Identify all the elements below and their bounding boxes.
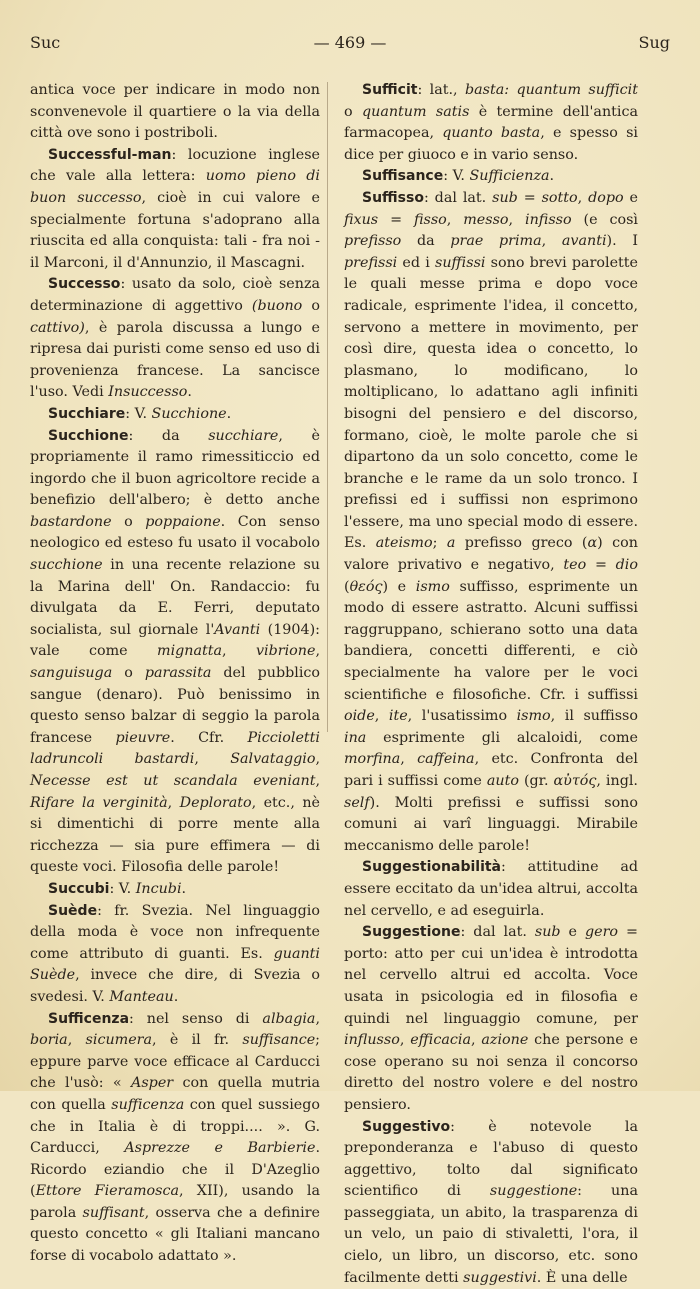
italic-text: fisso bbox=[414, 212, 447, 228]
entry-text: prefisso greco ( bbox=[455, 535, 587, 551]
entry-headword: Suggestione bbox=[362, 924, 461, 940]
italic-text: mignatta bbox=[157, 643, 222, 659]
italic-text: Insuccesso bbox=[108, 384, 187, 400]
entry-text: , ingl. bbox=[596, 773, 638, 789]
entry-text: ) e bbox=[382, 579, 415, 595]
entry-text: , bbox=[194, 751, 230, 767]
dictionary-entry bbox=[30, 274, 320, 404]
italic-text: prefissi bbox=[344, 255, 397, 271]
italic-text: Rifare la verginità bbox=[30, 795, 168, 811]
italic-text: quanto basta bbox=[442, 125, 540, 141]
italic-text: dio bbox=[616, 557, 638, 573]
italic-text: (buono bbox=[252, 298, 302, 314]
entry-text: : nel senso di bbox=[129, 1011, 262, 1027]
entry-text: . Ricordo eziandio che il D'Azeglio ( bbox=[30, 1140, 320, 1199]
entry-text: o bbox=[112, 514, 146, 530]
italic-text: caffeina bbox=[417, 751, 474, 767]
italic-text: dopo bbox=[588, 190, 624, 206]
entry-text: o bbox=[302, 298, 320, 314]
entry-text: , bbox=[168, 795, 180, 811]
dictionary-entry bbox=[344, 80, 638, 166]
dictionary-entry bbox=[344, 166, 638, 188]
entry-text: , il suffisso bbox=[551, 708, 638, 724]
entry-text: e bbox=[624, 190, 638, 206]
italic-text: Asper bbox=[131, 1075, 173, 1091]
italic-text: Necesse est ut scandala eveniant bbox=[30, 773, 315, 789]
entry-text: : da bbox=[129, 428, 209, 444]
italic-text: suggestione bbox=[490, 1183, 577, 1199]
entry-text: = bbox=[586, 557, 615, 573]
italic-text: efficacia bbox=[410, 1032, 471, 1048]
italic-text: basta: quantum sufficit bbox=[465, 82, 638, 98]
entry-headword: Suède bbox=[48, 903, 97, 919]
italic-text: prefisso bbox=[344, 233, 401, 249]
entry-text: ). Molti prefissi e suffissi sono comuni ai varî linguaggi. Mirabile meccanismo delle parole! bbox=[344, 795, 638, 854]
entry-text: , invece che dire, di Svezia o svedesi. V. bbox=[30, 967, 320, 1005]
left-column bbox=[30, 80, 320, 1268]
entry-text: (e così bbox=[572, 212, 638, 228]
entry-text: ) con valore privativo e negativo, bbox=[344, 535, 638, 573]
entry-text: suffisso, esprimente un modo di essere astratto. Alcuni suffissi raggruppano, schierano sotto una data bandiera, concetti differenti, e ciò specialmente ha valore per le voci scientifiche e filosofiche. Cfr. i suffissi bbox=[344, 579, 638, 703]
page-number: — 469 — bbox=[30, 30, 670, 56]
entry-text: , è parola discussa a lungo e ripresa dai puristi come senso ed uso di provenienza francese. La sancisce l'uso. Vedi bbox=[30, 320, 320, 401]
dictionary-entry bbox=[344, 922, 638, 1116]
entry-text: sono brevi parolette le quali messe prima e dopo voce radicale, esprimente l'idea, il concetto, servono a mettere in movimento, per così dire, questa idea o concetto, lo plasmano, lo modificano, lo moltiplicano, lo adattano agli infiniti bisogni del pensiero e del discorso, formano, cioè, le molte parole che si dipartono da un solo concetto, come le branche e le rame da un solo tronco. I prefissi ed i suffissi non esprimono l'essere, ma uno special modo di essere. Es. bbox=[344, 255, 638, 552]
italic-text: sufficenza bbox=[111, 1097, 184, 1113]
italic-text: gero bbox=[585, 924, 618, 940]
italic-text: sanguisuga bbox=[30, 665, 112, 681]
italic-text: messo bbox=[463, 212, 508, 228]
entry-text: , bbox=[375, 708, 389, 724]
entry-text: , bbox=[315, 1011, 320, 1027]
entry-text: ; bbox=[433, 535, 447, 551]
entry-text: . È una delle bbox=[537, 1270, 628, 1286]
entry-text: : V. bbox=[125, 406, 151, 422]
italic-text: Manteau bbox=[109, 989, 173, 1005]
italic-text: succhione bbox=[30, 557, 103, 573]
italic-text: ateismo bbox=[376, 535, 433, 551]
entry-text: , bbox=[315, 643, 320, 659]
entry-text: . bbox=[550, 168, 555, 184]
italic-text: sicumera bbox=[86, 1032, 153, 1048]
italic-text: sotto bbox=[542, 190, 578, 206]
entry-text: o bbox=[112, 665, 145, 681]
entry-headword: Suffisance bbox=[362, 168, 443, 184]
dictionary-entry bbox=[344, 1117, 638, 1289]
entry-text: = bbox=[378, 212, 414, 228]
entry-text: , l'usatissimo bbox=[408, 708, 517, 724]
italic-text: oide bbox=[344, 708, 375, 724]
italic-text: suffissi bbox=[435, 255, 486, 271]
entry-headword: Successful-man bbox=[48, 147, 171, 163]
dictionary-entry bbox=[30, 404, 320, 426]
entry-text: del pubblico sangue (denaro). Può benissimo in questo senso balzar di seggio la parola francese bbox=[30, 665, 320, 746]
italic-text: Ettore Fieramosca bbox=[36, 1183, 179, 1199]
italic-text: suggestivi bbox=[463, 1270, 537, 1286]
dictionary-entry bbox=[30, 901, 320, 1009]
entry-headword: Suffisso bbox=[362, 190, 424, 206]
column-divider bbox=[327, 82, 328, 732]
entry-text: , bbox=[509, 212, 525, 228]
entry-text: : V. bbox=[443, 168, 469, 184]
dictionary-entry bbox=[344, 857, 638, 922]
entry-text: , bbox=[400, 751, 417, 767]
italic-text: infisso bbox=[525, 212, 572, 228]
italic-text: azione bbox=[481, 1032, 528, 1048]
entry-text: , bbox=[400, 1032, 410, 1048]
dictionary-entry bbox=[30, 145, 320, 275]
entry-text: antica voce per indicare in modo non sconvenevole il quartiere o la via della città ove sono i postriboli. bbox=[30, 82, 320, 141]
entry-text: , cioè in cui valore e specialmente fortuna s'adoprano alla riuscita ed alla conquista: tali - fra noi - il Marconi, il d'Annunzio, il Mascagni. bbox=[30, 190, 320, 271]
entry-text: , bbox=[68, 1032, 86, 1048]
dictionary-entry bbox=[30, 426, 320, 879]
italic-text: suffisance bbox=[242, 1032, 315, 1048]
entry-text: , è propriamente il ramo rimessiticcio ed ingordo che il buon agricoltore recide a benefizio dell'albero; è detto anche bbox=[30, 428, 320, 509]
entry-text: da bbox=[401, 233, 450, 249]
entry-text: = bbox=[518, 190, 542, 206]
italic-text: self bbox=[344, 795, 370, 811]
italic-text: ina bbox=[344, 730, 366, 746]
italic-text: avanti bbox=[562, 233, 607, 249]
header-right-guideword: Sug bbox=[638, 30, 670, 56]
italic-text: Piccioletti ladruncoli bastardi bbox=[30, 730, 320, 768]
entry-text: (1904): vale come bbox=[30, 622, 320, 660]
entry-text: . Cfr. bbox=[170, 730, 247, 746]
italic-text: α bbox=[588, 535, 598, 551]
dictionary-entry bbox=[30, 80, 320, 145]
italic-text: sub bbox=[492, 190, 518, 206]
entry-headword: Sufficit bbox=[362, 82, 417, 98]
italic-text: poppaione bbox=[145, 514, 220, 530]
italic-text: albagia bbox=[262, 1011, 315, 1027]
italic-text: parassita bbox=[145, 665, 212, 681]
entry-headword: Succubi bbox=[48, 881, 109, 897]
italic-text: Sufficienza bbox=[470, 168, 550, 184]
entry-text: , etc. Confronta del pari i suffissi come bbox=[344, 751, 638, 789]
entry-text: ). I bbox=[607, 233, 638, 249]
entry-text: , bbox=[471, 1032, 481, 1048]
italic-text: morfina bbox=[344, 751, 400, 767]
italic-text: prae prima bbox=[450, 233, 541, 249]
entry-text: : lat., bbox=[417, 82, 465, 98]
italic-text: ite bbox=[389, 708, 408, 724]
entry-text: ( bbox=[344, 579, 350, 595]
dictionary-entry bbox=[30, 879, 320, 901]
entry-text: : è notevole la preponderanza e l'abuso di questo aggettivo, tolto dal significato scientifico di bbox=[344, 1119, 638, 1200]
italic-text: vibrione bbox=[256, 643, 315, 659]
entry-text: . bbox=[227, 406, 232, 422]
entry-text: . bbox=[187, 384, 192, 400]
entry-text: = porto: atto per cui un'idea è introdotta nel cervello altrui ed accolta. Voce usata in psicologia ed in filosofia e quindi nel linguaggio comune, per bbox=[344, 924, 638, 1026]
italic-text: Succhione bbox=[152, 406, 227, 422]
italic-text: Avanti bbox=[214, 622, 260, 638]
entry-headword: Suggestivo bbox=[362, 1119, 450, 1135]
header-left-guideword: Suc bbox=[30, 30, 60, 56]
entry-text: , bbox=[315, 773, 320, 789]
entry-text: . bbox=[182, 881, 187, 897]
entry-text: e bbox=[561, 924, 585, 940]
entry-text: : V. bbox=[109, 881, 135, 897]
running-header bbox=[30, 30, 670, 56]
italic-text: succhiare bbox=[208, 428, 278, 444]
entry-text: . Con senso neologico ed esteso fu usato il vocabolo bbox=[30, 514, 320, 552]
entry-headword: Sufficenza bbox=[48, 1011, 129, 1027]
entry-text: che persone e cose operano su noi senza il concorso diretto del nostro volere e del nostro pensiero. bbox=[344, 1032, 638, 1113]
entry-text: : locuzione inglese che vale alla lettera: bbox=[30, 147, 320, 185]
italic-text: a bbox=[447, 535, 456, 551]
italic-text: bastardone bbox=[30, 514, 112, 530]
entry-text: , bbox=[315, 751, 320, 767]
italic-text: cattivo) bbox=[30, 320, 85, 336]
entry-headword: Succhione bbox=[48, 428, 129, 444]
entry-text: , e spesso si dice per giuoco e in vario senso. bbox=[344, 125, 638, 163]
italic-text: auto bbox=[487, 773, 519, 789]
entry-text: , bbox=[578, 190, 588, 206]
entry-text: : dal lat. bbox=[461, 924, 535, 940]
entry-text: , etc., nè si dimentichi di porre mente alla ricchezza — sia pure effimera — di queste voci. Filosofia delle parole! bbox=[30, 795, 320, 876]
italic-text: fixus bbox=[344, 212, 378, 228]
entry-text: esprimente gli alcaloidi, come bbox=[366, 730, 638, 746]
italic-text: ismo bbox=[517, 708, 551, 724]
entry-text: è termine dell'antica farmacopea, bbox=[344, 104, 638, 142]
entry-text: , è il fr. bbox=[152, 1032, 242, 1048]
entry-text: , bbox=[222, 643, 256, 659]
italic-text: uomo pieno di buon successo bbox=[30, 168, 320, 206]
entry-text: , osserva che a definire questo concetto « gli Italiani mancano forse di vocabolo adattato ». bbox=[30, 1205, 320, 1264]
entry-headword: Succhiare bbox=[48, 406, 125, 422]
entry-text: con quella mutria con quella bbox=[30, 1075, 320, 1113]
italic-text: Incubi bbox=[136, 881, 182, 897]
entry-text: , XII), usando la parola bbox=[30, 1183, 320, 1221]
italic-text: Salvataggio bbox=[230, 751, 315, 767]
entry-text: in una recente relazione su la Marina dell' On. Randaccio: fu divulgata da E. Ferri, deputato socialista, sul giornale l' bbox=[30, 557, 320, 638]
entry-text: con quel sussiego che in Italia è di troppi.... ». G. Carducci, bbox=[30, 1097, 320, 1156]
italic-text: influsso bbox=[344, 1032, 400, 1048]
dictionary-entry bbox=[344, 188, 638, 857]
entry-text: : dal lat. bbox=[424, 190, 492, 206]
entry-text: ; eppure parve voce efficace al Carducci che l'usò: « bbox=[30, 1032, 320, 1091]
right-column bbox=[344, 80, 638, 1289]
italic-text: θεός bbox=[350, 579, 383, 595]
italic-text: sub bbox=[535, 924, 561, 940]
entry-headword: Suggestionabilità bbox=[362, 859, 501, 875]
entry-text: : usato da solo, cioè senza determinazione di aggettivo bbox=[30, 276, 320, 314]
italic-text: αὐτός bbox=[554, 773, 597, 789]
italic-text: ismo bbox=[416, 579, 450, 595]
italic-text: pieuvre bbox=[115, 730, 170, 746]
italic-text: quantum satis bbox=[362, 104, 469, 120]
entry-text: , bbox=[447, 212, 463, 228]
italic-text: Deplorato bbox=[180, 795, 252, 811]
entry-text: : fr. Svezia. Nel linguaggio della moda è voce non infrequente come attributo di guanti. Es. bbox=[30, 903, 320, 962]
italic-text: teo bbox=[563, 557, 586, 573]
entry-text: : una passeggiata, un abito, la trasparenza di un velo, un paio di stivaletti, l'ora, il cielo, un libro, un discorso, etc. sono facilmente detti bbox=[344, 1183, 638, 1285]
italic-text: guanti Suède bbox=[30, 946, 320, 984]
italic-text: suffisant bbox=[83, 1205, 145, 1221]
entry-headword: Successo bbox=[48, 276, 120, 292]
entry-text: o bbox=[344, 104, 362, 120]
entry-text: (gr. bbox=[519, 773, 554, 789]
italic-text: boria bbox=[30, 1032, 68, 1048]
entry-text: ed i bbox=[397, 255, 435, 271]
entry-text: , bbox=[542, 233, 562, 249]
entry-text: . bbox=[174, 989, 179, 1005]
italic-text: Asprezze e Barbierie bbox=[124, 1140, 315, 1156]
entry-text: : attitudine ad essere eccitato da un'idea altrui, accolta nel cervello, e ad eseguirla. bbox=[344, 859, 638, 918]
dictionary-entry bbox=[30, 1009, 320, 1268]
